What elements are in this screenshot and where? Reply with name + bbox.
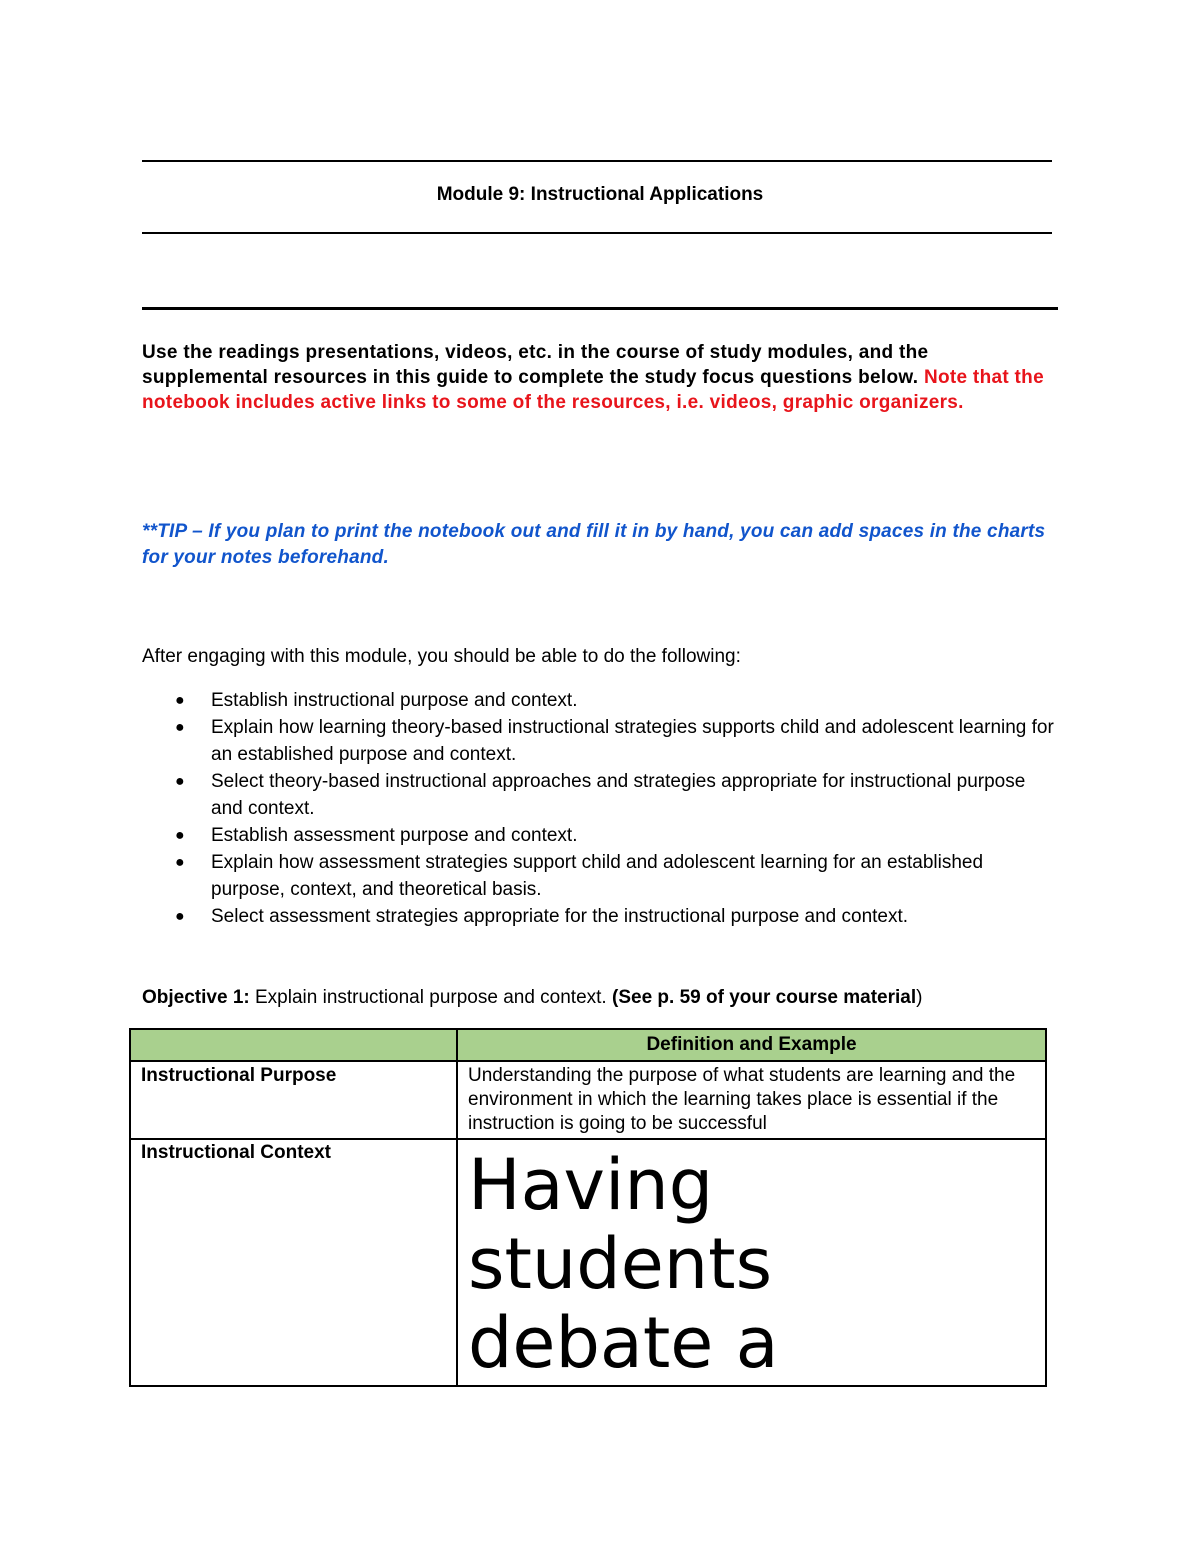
answer-cell[interactable]: Understanding the purpose of what students are learning and the environment in which the learning takes place is essential if the instruction is going to be successful: [457, 1061, 1046, 1139]
bullet-icon: ●: [175, 719, 185, 736]
objectives-intro: After engaging with this module, you should be able to do the following:: [142, 646, 741, 667]
list-item: ● Establish instructional purpose and context.: [142, 687, 1062, 714]
section-rule: [142, 307, 1058, 310]
list-item: ● Select theory-based instructional approaches and strategies appropriate for instructional purpose and context.: [142, 768, 1062, 822]
bullet-icon: ●: [175, 827, 185, 844]
bottom-dashed-rule: [142, 232, 1052, 234]
objective-text: Explain instructional purpose and context.: [249, 987, 612, 1008]
list-item: ● Explain how learning theory-based instructional strategies supports child and adolescent learning for an established purpose and context.: [142, 714, 1062, 768]
list-item: ● Select assessment strategies appropriate for the instructional purpose and context.: [142, 903, 1062, 930]
bullet-icon: ●: [175, 692, 185, 709]
tip-paragraph: **TIP – If you plan to print the notebook out and fill it in by hand, you can add spaces in the charts for your notes beforehand.: [142, 521, 1046, 568]
intro-paragraph: [142, 340, 1057, 415]
objectives-list: [142, 687, 1062, 930]
header-cell-empty[interactable]: [130, 1029, 457, 1061]
table-row: [130, 1061, 1046, 1139]
answer-cell[interactable]: [457, 1139, 1046, 1386]
table-row: [130, 1139, 1046, 1386]
objective-close-paren: ): [916, 987, 923, 1008]
list-item: ● Establish assessment purpose and context.: [142, 822, 1062, 849]
header-cell-definition[interactable]: Definition and Example: [457, 1029, 1046, 1061]
list-item: ● Explain how assessment strategies support child and adolescent learning for an established purpose, context, and theoretical basis.: [142, 849, 1062, 903]
term-cell[interactable]: Instructional Purpose: [130, 1061, 457, 1139]
objective-label: Objective 1:: [142, 987, 250, 1008]
term-cell[interactable]: Instructional Context: [130, 1139, 457, 1386]
objective-reference: (See p. 59 of your course material: [612, 987, 917, 1008]
intro-note: Note that the notebook includes active links to some of the resources, i.e. videos, graphic organizers.: [142, 367, 1044, 413]
table-header-row: [130, 1029, 1046, 1061]
module-title: Module 9: Instructional Applications: [436, 184, 764, 205]
top-dashed-rule: [142, 160, 1052, 162]
objective-1-heading: [142, 987, 922, 1009]
large-answer-text: Having students debate a: [468, 1144, 779, 1384]
intro-text: Use the readings presentations, videos, etc. in the course of study modules, and the supplemental resources in this guide to complete the study focus questions below.: [142, 342, 929, 388]
bullet-icon: ●: [175, 908, 185, 925]
bullet-icon: ●: [175, 854, 185, 871]
objective-1-table: [129, 1028, 1047, 1387]
bullet-icon: ●: [175, 773, 185, 790]
